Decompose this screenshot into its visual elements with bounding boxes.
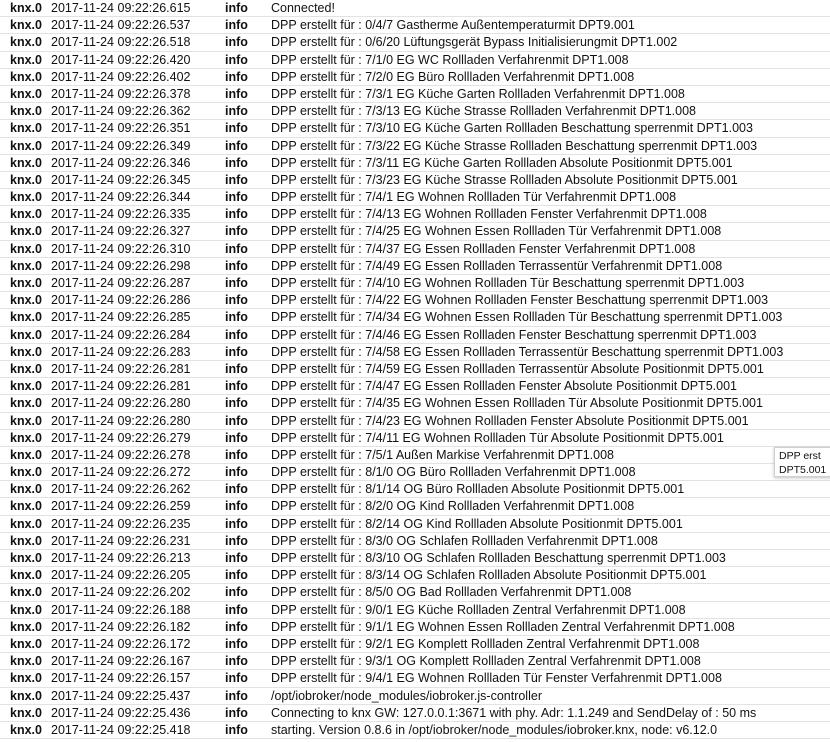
log-source: knx.0 — [10, 155, 42, 170]
log-row[interactable] — [0, 0, 830, 17]
log-severity: info — [225, 310, 248, 325]
log-timestamp: 2017-11-24 09:22:26.262 — [51, 482, 191, 497]
log-row[interactable] — [0, 602, 830, 619]
log-timestamp: 2017-11-24 09:22:26.231 — [51, 533, 191, 548]
log-timestamp: 2017-11-24 09:22:26.362 — [51, 104, 191, 119]
log-severity: info — [225, 568, 248, 583]
log-message: DPP erstellt für : 7/3/11 EG Küche Garten Rollladen Absolute Positionmit DPT5.001 — [271, 155, 733, 170]
log-message: DPP erstellt für : 7/4/23 EG Wohnen Rollladen Fenster Absolute Positionmit DPT5.001 — [271, 413, 749, 428]
log-severity: info — [225, 18, 248, 33]
log-row[interactable] — [0, 52, 830, 69]
log-row[interactable] — [0, 722, 830, 739]
log-timestamp: 2017-11-24 09:22:26.402 — [51, 69, 191, 84]
log-row[interactable] — [0, 361, 830, 378]
log-message: DPP erstellt für : 9/4/1 EG Wohnen Rollladen Tür Fenster Verfahrenmit DPT1.008 — [271, 671, 722, 686]
log-source: knx.0 — [10, 138, 42, 153]
log-row[interactable] — [0, 309, 830, 326]
log-row[interactable] — [0, 138, 830, 155]
log-severity: info — [225, 52, 248, 67]
log-row[interactable] — [0, 258, 830, 275]
log-severity: info — [225, 636, 248, 651]
log-source: knx.0 — [10, 465, 42, 480]
log-timestamp: 2017-11-24 09:22:26.283 — [51, 344, 191, 359]
log-row[interactable] — [0, 636, 830, 653]
log-timestamp: 2017-11-24 09:22:26.278 — [51, 447, 191, 462]
log-message: DPP erstellt für : 0/6/20 Lüftungsgerät Bypass Initialisierungmit DPT1.002 — [271, 35, 678, 50]
log-message: DPP erstellt für : 7/5/1 Außen Markise Verfahrenmit DPT1.008 — [271, 447, 614, 462]
log-timestamp: 2017-11-24 09:22:26.537 — [51, 18, 191, 33]
log-source: knx.0 — [10, 413, 42, 428]
log-message: DPP erstellt für : 7/1/0 EG WC Rollladen Verfahrenmit DPT1.008 — [271, 52, 629, 67]
log-row[interactable] — [0, 189, 830, 206]
log-timestamp: 2017-11-24 09:22:26.281 — [51, 379, 191, 394]
log-timestamp: 2017-11-24 09:22:26.235 — [51, 516, 191, 531]
log-row[interactable] — [0, 103, 830, 120]
log-timestamp: 2017-11-24 09:22:26.157 — [51, 671, 191, 686]
log-message: DPP erstellt für : 8/3/10 OG Schlafen Rollladen Beschattung sperrenmit DPT1.003 — [271, 551, 726, 565]
log-timestamp: 2017-11-24 09:22:26.310 — [51, 241, 191, 256]
log-severity: info — [225, 361, 248, 376]
log-severity: info — [225, 35, 248, 50]
log-message: DPP erstellt für : 8/3/14 OG Schlafen Rollladen Absolute Positionmit DPT5.001 — [271, 568, 707, 583]
log-timestamp: 2017-11-24 09:22:25.437 — [51, 688, 191, 703]
log-row[interactable] — [0, 206, 830, 223]
log-severity: info — [225, 207, 248, 222]
log-row[interactable] — [0, 395, 830, 412]
log-source: knx.0 — [10, 533, 42, 548]
log-row[interactable] — [0, 705, 830, 722]
log-row[interactable] — [0, 155, 830, 172]
log-source: knx.0 — [10, 344, 42, 359]
log-row[interactable] — [0, 584, 830, 601]
log-message: DPP erstellt für : 9/2/1 EG Komplett Rollladen Zentral Verfahrenmit DPT1.008 — [271, 636, 700, 651]
log-row[interactable] — [0, 86, 830, 103]
log-source: knx.0 — [10, 636, 42, 651]
log-severity: info — [225, 86, 248, 101]
log-row[interactable] — [0, 481, 830, 498]
log-timestamp: 2017-11-24 09:22:26.286 — [51, 293, 191, 308]
log-source: knx.0 — [10, 705, 42, 720]
log-timestamp: 2017-11-24 09:22:26.172 — [51, 636, 191, 651]
log-message: DPP erstellt für : 7/4/13 EG Wohnen Rollladen Fenster Verfahrenmit DPT1.008 — [271, 207, 707, 222]
log-timestamp: 2017-11-24 09:22:26.202 — [51, 585, 191, 600]
log-severity: info — [225, 69, 248, 84]
log-severity: info — [225, 413, 248, 428]
log-timestamp: 2017-11-24 09:22:26.279 — [51, 430, 191, 445]
log-source: knx.0 — [10, 482, 42, 497]
log-severity: info — [225, 138, 248, 153]
log-severity: info — [225, 258, 248, 273]
log-severity: info — [225, 602, 248, 617]
log-severity: info — [225, 447, 248, 462]
log-row[interactable] — [0, 533, 830, 550]
log-severity: info — [225, 104, 248, 119]
log-row[interactable] — [0, 275, 830, 292]
log-message: DPP erstellt für : 7/4/49 EG Essen Rollladen Terrassentür Verfahrenmit DPT1.008 — [271, 258, 723, 273]
log-message: Connected! — [271, 1, 335, 15]
log-severity: info — [225, 190, 248, 205]
log-timestamp: 2017-11-24 09:22:26.378 — [51, 86, 191, 101]
log-timestamp: 2017-11-24 09:22:26.346 — [51, 155, 191, 170]
log-timestamp: 2017-11-24 09:22:26.280 — [51, 413, 191, 428]
log-message: DPP erstellt für : 7/4/35 EG Wohnen Essen Rollladen Tür Absolute Positionmit DPT5.001 — [271, 396, 763, 411]
log-row[interactable] — [0, 292, 830, 309]
log-source: knx.0 — [10, 619, 42, 634]
log-source: knx.0 — [10, 671, 42, 686]
log-severity: info — [225, 1, 248, 15]
log-severity: info — [225, 396, 248, 411]
log-message: DPP erstellt für : 7/4/47 EG Essen Rollladen Fenster Absolute Positionmit DPT5.001 — [271, 379, 737, 394]
log-message: DPP erstellt für : 8/1/14 OG Büro Rollladen Absolute Positionmit DPT5.001 — [271, 482, 685, 497]
log-timestamp: 2017-11-24 09:22:26.285 — [51, 310, 191, 325]
message-tooltip — [774, 447, 830, 477]
log-message: DPP erstellt für : 8/5/0 OG Bad Rollladen Verfahrenmit DPT1.008 — [271, 585, 632, 600]
log-row[interactable] — [0, 430, 830, 447]
log-severity: info — [225, 482, 248, 497]
log-timestamp: 2017-11-24 09:22:26.284 — [51, 327, 191, 342]
log-source: knx.0 — [10, 121, 42, 136]
log-source: knx.0 — [10, 361, 42, 376]
log-source: knx.0 — [10, 447, 42, 462]
log-message: /opt/iobroker/node_modules/iobroker.js-controller — [271, 688, 542, 703]
log-severity: info — [225, 465, 248, 480]
log-timestamp: 2017-11-24 09:22:26.188 — [51, 602, 191, 617]
log-message: DPP erstellt für : 7/4/37 EG Essen Rollladen Fenster Verfahrenmit DPT1.008 — [271, 241, 696, 256]
log-source: knx.0 — [10, 241, 42, 256]
log-severity: info — [225, 121, 248, 136]
log-source: knx.0 — [10, 69, 42, 84]
log-source: knx.0 — [10, 568, 42, 583]
log-message: DPP erstellt für : 7/4/34 EG Wohnen Essen Rollladen Tür Beschattung sperrenmit DPT1.003 — [271, 310, 783, 325]
log-source: knx.0 — [10, 86, 42, 101]
log-timestamp: 2017-11-24 09:22:26.518 — [51, 35, 191, 50]
log-row[interactable] — [0, 567, 830, 584]
log-message: DPP erstellt für : 7/4/1 EG Wohnen Rollladen Tür Verfahrenmit DPT1.008 — [271, 190, 677, 205]
log-row[interactable] — [0, 34, 830, 51]
log-source: knx.0 — [10, 310, 42, 325]
log-source: knx.0 — [10, 276, 42, 290]
log-row[interactable] — [0, 550, 830, 567]
log-row[interactable] — [0, 378, 830, 395]
log-row[interactable] — [0, 447, 830, 464]
log-severity: info — [225, 327, 248, 342]
log-row[interactable] — [0, 413, 830, 430]
tooltip-line-2: DPT5.001 — [779, 464, 827, 476]
log-timestamp: 2017-11-24 09:22:26.287 — [51, 276, 191, 290]
log-severity: info — [225, 430, 248, 445]
log-severity: info — [225, 516, 248, 531]
log-message: DPP erstellt für : 0/4/7 Gastherme Außentemperaturmit DPT9.001 — [271, 18, 635, 33]
log-row[interactable] — [0, 516, 830, 533]
log-severity: info — [225, 722, 248, 737]
log-row[interactable] — [0, 688, 830, 705]
log-source: knx.0 — [10, 499, 42, 514]
log-severity: info — [225, 688, 248, 703]
log-message: DPP erstellt für : 9/3/1 OG Komplett Rollladen Zentral Verfahrenmit DPT1.008 — [271, 654, 701, 669]
log-source: knx.0 — [10, 35, 42, 50]
log-severity: info — [225, 293, 248, 308]
log-message: DPP erstellt für : 7/3/23 EG Küche Strasse Rollladen Absolute Positionmit DPT5.001 — [271, 172, 738, 187]
log-severity: info — [225, 705, 248, 720]
log-severity: info — [225, 619, 248, 634]
log-row[interactable] — [0, 327, 830, 344]
log-row[interactable] — [0, 172, 830, 189]
log-severity: info — [225, 276, 248, 290]
log-timestamp: 2017-11-24 09:22:26.615 — [51, 1, 191, 15]
log-row[interactable] — [0, 653, 830, 670]
log-source: knx.0 — [10, 654, 42, 669]
log-message: DPP erstellt für : 9/0/1 EG Küche Rollladen Zentral Verfahrenmit DPT1.008 — [271, 602, 686, 617]
log-severity: info — [225, 172, 248, 187]
log-timestamp: 2017-11-24 09:22:26.167 — [51, 654, 191, 669]
log-row[interactable] — [0, 619, 830, 636]
log-timestamp: 2017-11-24 09:22:26.259 — [51, 499, 191, 514]
log-source: knx.0 — [10, 224, 42, 239]
log-message: DPP erstellt für : 7/4/59 EG Essen Rollladen Terrassentür Absolute Positionmit DPT5.001 — [271, 361, 764, 376]
log-source: knx.0 — [10, 293, 42, 308]
tooltip-line-1: DPP erst — [779, 450, 821, 462]
log-message: DPP erstellt für : 8/1/0 OG Büro Rollladen Verfahrenmit DPT1.008 — [271, 465, 636, 480]
log-message: DPP erstellt für : 7/4/11 EG Wohnen Rollladen Tür Absolute Positionmit DPT5.001 — [271, 430, 724, 445]
log-source: knx.0 — [10, 172, 42, 187]
log-timestamp: 2017-11-24 09:22:26.182 — [51, 619, 191, 634]
log-source: knx.0 — [10, 430, 42, 445]
log-message: DPP erstellt für : 8/3/0 OG Schlafen Rollladen Verfahrenmit DPT1.008 — [271, 533, 658, 548]
log-message: DPP erstellt für : 7/3/22 EG Küche Strasse Rollladen Beschattung sperrenmit DPT1.003 — [271, 138, 758, 153]
log-source: knx.0 — [10, 52, 42, 67]
log-severity: info — [225, 671, 248, 686]
log-source: knx.0 — [10, 104, 42, 119]
log-severity: info — [225, 551, 248, 565]
log-message: DPP erstellt für : 8/2/0 OG Kind Rollladen Verfahrenmit DPT1.008 — [271, 499, 635, 514]
log-message: DPP erstellt für : 8/2/14 OG Kind Rollladen Absolute Positionmit DPT5.001 — [271, 516, 683, 531]
log-source: knx.0 — [10, 722, 42, 737]
log-message: DPP erstellt für : 7/2/0 EG Büro Rollladen Verfahrenmit DPT1.008 — [271, 69, 635, 84]
log-timestamp: 2017-11-24 09:22:26.344 — [51, 190, 191, 205]
log-source: knx.0 — [10, 688, 42, 703]
log-row[interactable] — [0, 17, 830, 34]
log-row[interactable] — [0, 498, 830, 515]
log-message: starting. Version 0.8.6 in /opt/iobroker/node_modules/iobroker.knx, node: v6.12.0 — [271, 722, 718, 737]
log-source: knx.0 — [10, 379, 42, 394]
log-row[interactable] — [0, 464, 830, 481]
log-timestamp: 2017-11-24 09:22:26.349 — [51, 138, 191, 153]
log-source: knx.0 — [10, 327, 42, 342]
log-source: knx.0 — [10, 1, 42, 15]
log-source: knx.0 — [10, 551, 42, 565]
log-row[interactable] — [0, 344, 830, 361]
log-message: Connecting to knx GW: 127.0.0.1:3671 with phy. Adr: 1.1.249 and SendDelay of : 50 ms — [271, 705, 757, 720]
log-message: DPP erstellt für : 7/3/1 EG Küche Garten Rollladen Verfahrenmit DPT1.008 — [271, 86, 685, 101]
log-row[interactable] — [0, 120, 830, 137]
log-timestamp: 2017-11-24 09:22:26.213 — [51, 551, 191, 565]
log-severity: info — [225, 654, 248, 669]
log-message: DPP erstellt für : 7/4/25 EG Wohnen Essen Rollladen Tür Verfahrenmit DPT1.008 — [271, 224, 722, 239]
log-source: knx.0 — [10, 207, 42, 222]
log-source: knx.0 — [10, 190, 42, 205]
log-timestamp: 2017-11-24 09:22:26.272 — [51, 465, 191, 480]
log-message: DPP erstellt für : 7/3/10 EG Küche Garten Rollladen Beschattung sperrenmit DPT1.003 — [271, 121, 753, 136]
log-severity: info — [225, 155, 248, 170]
log-timestamp: 2017-11-24 09:22:26.327 — [51, 224, 191, 239]
log-source: knx.0 — [10, 602, 42, 617]
log-row[interactable] — [0, 670, 830, 687]
log-timestamp: 2017-11-24 09:22:25.436 — [51, 705, 191, 720]
log-message: DPP erstellt für : 7/3/13 EG Küche Strasse Rollladen Verfahrenmit DPT1.008 — [271, 104, 696, 119]
log-severity: info — [225, 379, 248, 394]
log-message: DPP erstellt für : 7/4/58 EG Essen Rollladen Terrassentür Beschattung sperrenmit DPT1.003 — [271, 344, 784, 359]
log-timestamp: 2017-11-24 09:22:26.280 — [51, 396, 191, 411]
log-severity: info — [225, 533, 248, 548]
log-message: DPP erstellt für : 7/4/10 EG Wohnen Rollladen Tür Beschattung sperrenmit DPT1.003 — [271, 276, 745, 290]
log-source: knx.0 — [10, 258, 42, 273]
log-timestamp: 2017-11-24 09:22:25.418 — [51, 722, 191, 737]
log-timestamp: 2017-11-24 09:22:26.281 — [51, 361, 191, 376]
log-row[interactable] — [0, 241, 830, 258]
log-message: DPP erstellt für : 7/4/22 EG Wohnen Rollladen Fenster Beschattung sperrenmit DPT1.003 — [271, 293, 769, 308]
log-message: DPP erstellt für : 7/4/46 EG Essen Rollladen Fenster Beschattung sperrenmit DPT1.003 — [271, 327, 757, 342]
log-severity: info — [225, 344, 248, 359]
log-severity: info — [225, 224, 248, 239]
log-row[interactable] — [0, 69, 830, 86]
log-timestamp: 2017-11-24 09:22:26.345 — [51, 172, 191, 187]
log-timestamp: 2017-11-24 09:22:26.335 — [51, 207, 191, 222]
log-timestamp: 2017-11-24 09:22:26.420 — [51, 52, 191, 67]
log-source: knx.0 — [10, 18, 42, 33]
log-source: knx.0 — [10, 585, 42, 600]
log-timestamp: 2017-11-24 09:22:26.205 — [51, 568, 191, 583]
log-severity: info — [225, 585, 248, 600]
log-severity: info — [225, 241, 248, 256]
log-severity: info — [225, 499, 248, 514]
log-message: DPP erstellt für : 9/1/1 EG Wohnen Essen Rollladen Zentral Verfahrenmit DPT1.008 — [271, 619, 735, 634]
log-timestamp: 2017-11-24 09:22:26.298 — [51, 258, 191, 273]
log-timestamp: 2017-11-24 09:22:26.351 — [51, 121, 191, 136]
log-row[interactable] — [0, 223, 830, 240]
log-source: knx.0 — [10, 516, 42, 531]
log-source: knx.0 — [10, 396, 42, 411]
